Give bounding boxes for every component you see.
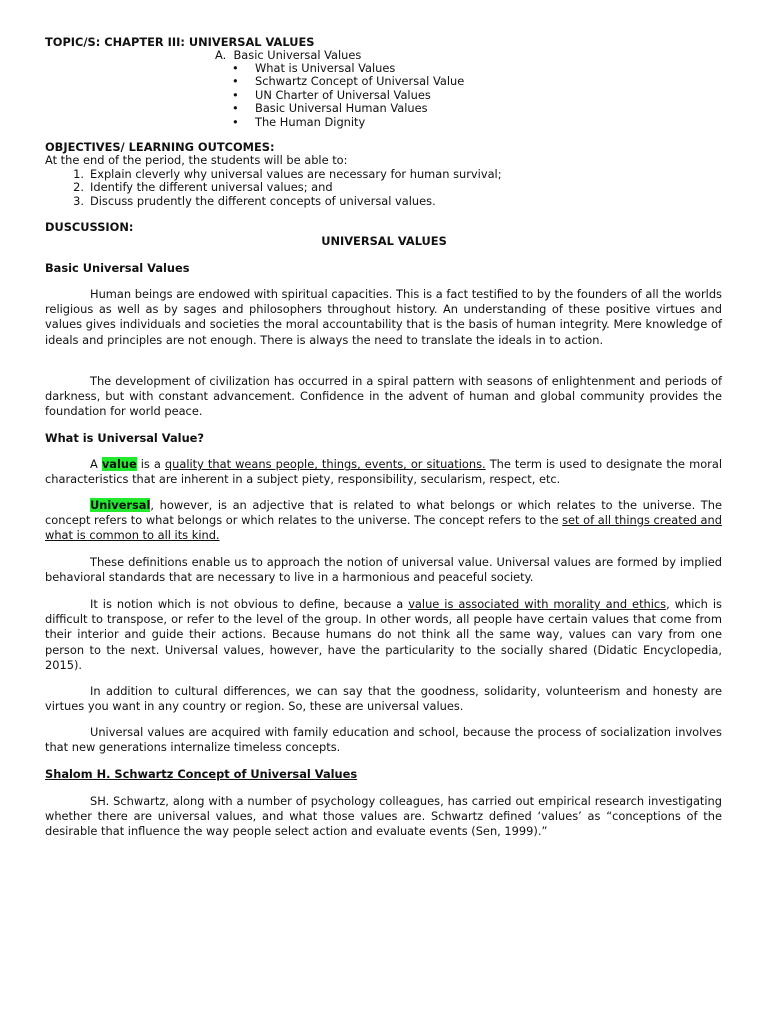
text-run: A [90,457,102,471]
topic-list [255,61,464,128]
objectives-list [62,167,502,207]
objective-text: Identify the different universal values; and [90,180,333,195]
topic-item: • The Human Dignity [255,115,464,128]
discussion-heading: DUSCUSSION: [45,220,134,234]
objective-text: Discuss prudently the different concepts of universal values. [90,193,436,208]
topic-heading: TOPIC/S: CHAPTER III: UNIVERSAL VALUES [45,35,315,49]
basic-paragraph-1: Human beings are endowed with spiritual capacities. This is a fact testified to by the founders of all the worlds religious as well as by sages and philosophers throughout history. An understanding of these positive virtues and values gives individuals and societies the moral accountability that is the basis of human integrity. Mere knowledge of ideals and principles are not enough. There is always the need to translate the ideals in to action. [45,287,722,347]
schwartz-heading: Shalom H. Schwartz Concept of Universal Values [45,767,358,781]
objectives-intro: At the end of the period, the students will be able to: [45,153,348,167]
notion-paragraph [45,597,722,673]
schwartz-paragraph: SH. Schwartz, along with a number of psychology colleagues, has carried out empirical research investigating whether there are universal values, and what those values are. Schwartz defined ‘values’ as “conceptions of the desirable that influence the way people select action and evaluate events (Sen, 1999).” [45,794,722,839]
discussion-title: UNIVERSAL VALUES [321,234,447,248]
topic-item: • Basic Universal Human Values [255,101,464,114]
objective-item [62,167,502,180]
section-a-title: Basic Universal Values [233,48,362,62]
objective-item [62,194,502,207]
topic-item: • Schwartz Concept of Universal Value [255,74,464,87]
topic-item: • What is Universal Values [255,61,464,74]
objective-text: Explain cleverly why universal values are necessary for human survival; [90,167,502,181]
acquisition-paragraph: Universal values are acquired with family education and school, because the process of socialization involves that new generations internalize timeless concepts. [45,725,722,755]
topic-item: • UN Charter of Universal Values [255,88,464,101]
objectives-heading: OBJECTIVES/ LEARNING OUTCOMES: [45,140,275,154]
objective-number: 2. [73,180,84,195]
value-definition-paragraph [45,457,722,487]
objective-number: 1. [73,167,84,181]
objective-item [62,180,502,193]
text-run: is a [136,457,165,471]
definitions-paragraph: These definitions enable us to approach the notion of universal value. Universal values are formed by implied behavioral standards that are necessary to live in a harmonious and peaceful society. [45,555,722,585]
text-run: , however, is an adjective that is related to what belongs or which relates to the universe. The concept refers to what belongs or which relates to the universe. The concept refers to the [45,498,722,528]
underlined-phrase: value is associated with morality and ethics [408,597,667,611]
basic-paragraph-2: The development of civilization has occurred in a spiral pattern with seasons of enlightenment and periods of darkness, but with constant advancement. Confidence in the advent of human and global community provides the foundation for world peace. [45,374,722,419]
underlined-definition: quality that weans people, things, events, or situations. [164,457,486,471]
highlight-universal: Universal [90,498,151,512]
cultural-differences-paragraph: In addition to cultural differences, we can say that the goodness, solidarity, volunteerism and honesty are virtues you want in any country or region. So, these are universal values. [45,684,722,714]
section-a-marker: A. [215,48,227,62]
text-run: It is notion which is not obvious to define, because a [90,597,409,611]
universal-definition-paragraph [45,498,722,544]
highlight-value: value [101,457,137,471]
what-is-heading: What is Universal Value? [45,431,205,445]
underlined-definition: set of all things created and what is common to all its kind. [45,513,722,543]
text-run: , which is difficult to transpose, or refer to the level of the group. In other words, all people have certain values that come from their interior and guide their actions. Because humans do not think all the same way, values can vary from one person to the next. Universal values, however, have the particularity to the socially shared (Didatic Encyclopedia, 2015). [45,597,722,672]
basic-values-heading: Basic Universal Values [45,261,190,275]
objective-number: 3. [73,193,84,208]
text-run: The term is used to designate the moral characteristics that are inherent in a subject piety, responsibility, secularism, respect, etc. [45,457,722,487]
